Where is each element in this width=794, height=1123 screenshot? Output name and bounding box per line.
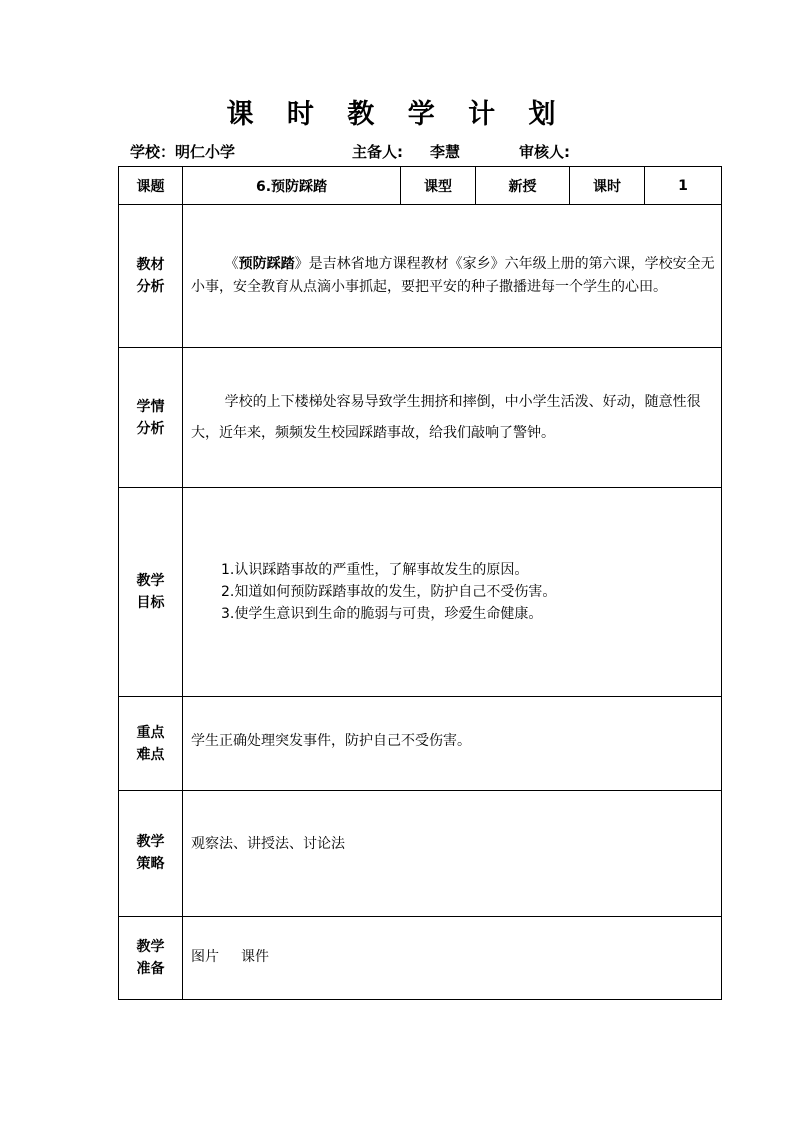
key-points-row bbox=[119, 697, 722, 791]
preparation-item-courseware: 课件 bbox=[241, 949, 269, 965]
period-value: 1 bbox=[645, 167, 722, 205]
type-value: 新授 bbox=[476, 167, 570, 205]
preparer-label: 主备人: bbox=[352, 143, 403, 161]
key-points-content bbox=[183, 697, 722, 791]
page-title: 课 时 教 学 计 划 bbox=[226, 99, 568, 130]
type-label: 课型 bbox=[401, 167, 476, 205]
student-analysis-label: 学情 分析 bbox=[119, 348, 183, 488]
student-analysis-content bbox=[183, 348, 722, 488]
teaching-preparation-content bbox=[183, 917, 722, 1000]
material-analysis-content bbox=[183, 205, 722, 348]
preparer-name: 李慧 bbox=[430, 143, 461, 161]
teaching-strategy-label: 教学 策略 bbox=[119, 791, 183, 917]
goals-list bbox=[221, 559, 715, 625]
goal-item: 3.使学生意识到生命的脆弱与可贵，珍爱生命健康。 bbox=[221, 606, 543, 622]
topic-value: 6.预防踩踏 bbox=[183, 167, 401, 205]
lesson-plan-table bbox=[118, 166, 722, 1000]
reviewer-label: 审核人: bbox=[519, 143, 570, 161]
teaching-strategy-content bbox=[183, 791, 722, 917]
key-points-label: 重点 难点 bbox=[119, 697, 183, 791]
material-analysis-text: 《预防踩踏》是吉林省地方课程教材《家乡》六年级上册的第六课，学校安全无小事，安全教育从点滴小事抓起，要把平安的种子撒播进每一个学生的心田。 bbox=[191, 256, 715, 295]
goal-item: 2.知道如何预防踩踏事故的发生，防护自己不受伤害。 bbox=[221, 584, 557, 600]
header-row bbox=[119, 167, 722, 205]
material-analysis-row bbox=[119, 205, 722, 348]
lesson-term: 预防踩踏 bbox=[238, 256, 295, 272]
period-label: 课时 bbox=[570, 167, 645, 205]
teaching-goals-label: 教学 目标 bbox=[119, 488, 183, 697]
teaching-strategy-row bbox=[119, 791, 722, 917]
topic-label: 课题 bbox=[119, 167, 183, 205]
student-analysis-text: 学校的上下楼梯处容易导致学生拥挤和摔倒，中小学生活泼、好动，随意性很大，近年来，频频发生校园踩踏事故，给我们敲响了警钟。 bbox=[191, 393, 701, 441]
student-analysis-row bbox=[119, 348, 722, 488]
teaching-goals-row bbox=[119, 488, 722, 697]
teaching-strategy-text: 观察法、讲授法、讨论法 bbox=[191, 836, 345, 852]
key-points-text: 学生正确处理突发事件，防护自己不受伤害。 bbox=[191, 733, 471, 749]
material-analysis-label: 教材 分析 bbox=[119, 205, 183, 348]
goal-item: 1.认识踩踏事故的严重性，了解事故发生的原因。 bbox=[221, 562, 529, 578]
school-field: 学校：明仁小学 bbox=[130, 143, 236, 161]
teaching-preparation-label: 教学 准备 bbox=[119, 917, 183, 1000]
teaching-goals-content bbox=[183, 488, 722, 697]
teaching-preparation-row bbox=[119, 917, 722, 1000]
preparation-item-pictures: 图片 bbox=[191, 949, 219, 965]
